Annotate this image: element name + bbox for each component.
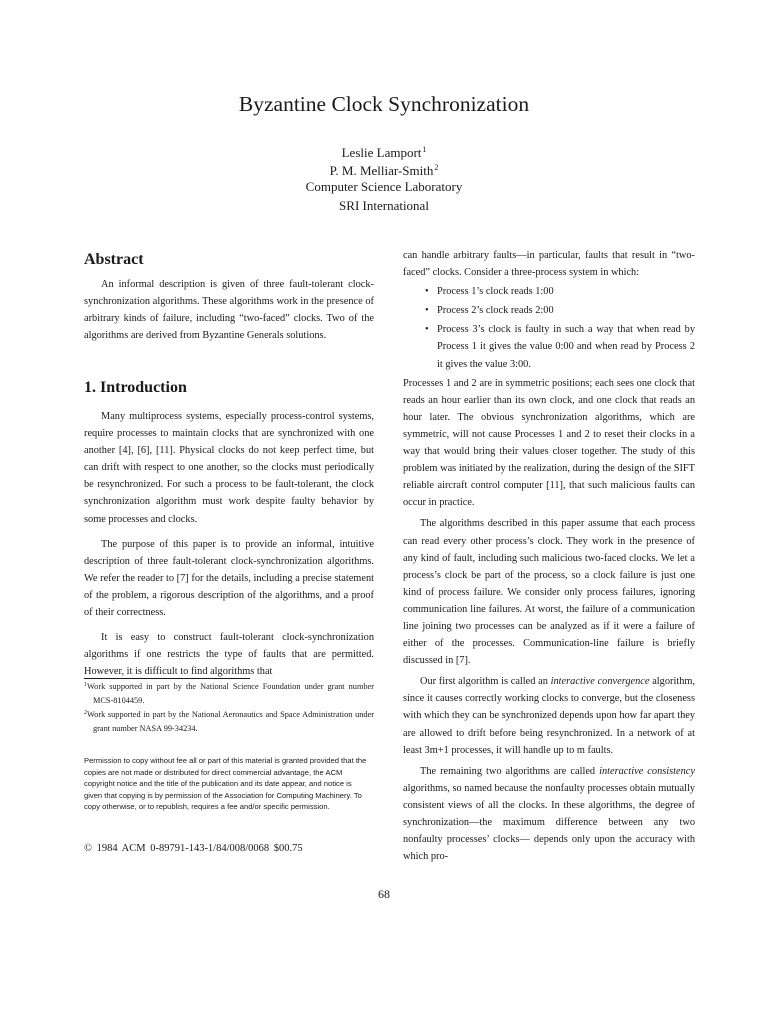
author-name: P. M. Melliar-Smith	[329, 163, 434, 178]
paragraph	[403, 763, 695, 866]
abstract-body	[84, 276, 374, 344]
page-number: 68	[378, 887, 390, 901]
paragraph: can handle arbitrary faults—in particular, faults that result in “two-faced” clocks. Consider a three-process system in which:	[403, 250, 695, 279]
introduction-heading: 1. Introduction	[84, 379, 187, 396]
footnotes	[84, 679, 374, 735]
footnote	[84, 679, 374, 707]
paragraph: Many multiprocess systems, especially process-control systems, require processes to maintain clocks that are synchronized with one another [4], [6], [11]. Physical clocks do not keep perfect time, but can drift with respect to one another, so the clocks must periodically be resynchronized. For such a process to be fault-tolerant, the clock synchronization algorithm must work despite faulty behavior by some processes and clocks.	[84, 411, 374, 525]
paragraph: The purpose of this paper is to provide an informal, intuitive description of three fault-tolerant clock-synchronization algorithms. We refer the reader to [7] for the details, including a precise statement of the problem, a rigorous description of the algorithms, and a proof of their correctness.	[84, 538, 374, 619]
emphasis: interactive consistency	[599, 765, 695, 777]
footnote-text: Work supported in part by the National Science Foundation under grant number MCS-8104459.	[87, 682, 374, 705]
text-run: The remaining two algorithms are called	[420, 765, 600, 777]
footnote-text: Work supported in part by the National Aeronautics and Space Administration under grant number NASA 99-34234.	[87, 710, 374, 733]
affiliation-line: SRI International	[339, 198, 429, 213]
abstract-heading: Abstract	[84, 251, 144, 268]
bullet-list	[403, 283, 695, 372]
footnote	[84, 707, 374, 735]
author-2	[0, 159, 768, 180]
author-name: Leslie Lamport	[341, 145, 422, 160]
introduction-body	[84, 408, 374, 680]
text-run: algorithms, so named because the nonfaulty processes obtain mutually consistent views of all the clocks. In these algorithms, the degree of synchronization—the maximum difference between any two nonfaulty processes’ clocks— depends only upon the accuracy with which pro-	[403, 782, 695, 863]
paragraph: The algorithms described in this paper assume that each process can read every other process’s clock. They work in the presence of any kind of fault, including such malicious two-faced clocks. We let a process’s clock be part of the process, so a clock failure is just one kind of process failure. We consider only process failures, ignoring communication line failures. At worst, the failure of a communication line joining two processes can be analyzed as if it were a failure of either of the processes. Communication-line failure is briefly discussed in [7].	[403, 518, 695, 667]
affiliation-line: Computer Science Laboratory	[305, 179, 463, 194]
paper-title: Byzantine Clock Synchronization	[238, 92, 530, 116]
paragraph	[403, 673, 695, 758]
list-item: • Process 3’s clock is faulty in such a way that when read by Process 1 it gives the value 0:00 and when read by Process 2 it gives the value 3:00.	[403, 321, 695, 372]
paragraph: It is easy to construct fault-tolerant clock-synchronization algorithms if one restricts the type of faults that are permitted. However, it is difficult to find algorithms that	[84, 632, 374, 678]
text-run: algorithm, since it causes correctly working clocks to converge, but the closeness with which they can be synchronized depends upon how far apart they are allowed to drift before being resynchronized. In a network of at least 3m+1 processes, it will handle up to m faults.	[403, 676, 695, 756]
abstract-text: An informal description is given of three fault-tolerant clock-synchronization algorithms. These algorithms work in the presence of arbitrary kinds of failure, including “two-faced” clocks. Two of the algorithms are derived from Byzantine Generals solutions.	[84, 279, 374, 342]
footnote-mark: 2	[84, 710, 87, 716]
copyright-line: © 1984 ACM 0-89791-143-1/84/008/0068 $00.75	[84, 843, 303, 854]
right-column	[403, 247, 695, 865]
paragraph: Processes 1 and 2 are in symmetric positions; each sees one clock that reads an hour earlier than its own clock, and one clock that reads an hour later. The obvious synchronization algorithms, which are symmetric, will not cause Processes 1 and 2 to reset their clocks in a way that would bring their values closer together. The study of this problem was initiated by the realization, during the design of the SIFT reliable aircraft control computer [11], that such malicious faults can occur in practice.	[403, 377, 695, 509]
footnote-mark: 1	[84, 682, 87, 688]
footnote-mark: 1	[422, 145, 427, 154]
permission-notice: Permission to copy without fee all or part of this material is granted provided that the copies are not made or distributed for direct commercial advantage, the ACM copyright notice and the title of the publication and its date appear, and notice is given that copying is by permission of the Association for Computing Machinery. To copy otherwise, or to republish, requires a fee and/or specific permission.	[84, 756, 367, 812]
list-item: • Process 2’s clock reads 2:00	[403, 302, 695, 319]
list-item: • Process 1’s clock reads 1:00	[403, 283, 695, 300]
footnote-mark: 2	[434, 163, 439, 172]
text-run: Our first algorithm is called an	[420, 676, 551, 688]
emphasis: interactive convergence	[550, 676, 650, 688]
